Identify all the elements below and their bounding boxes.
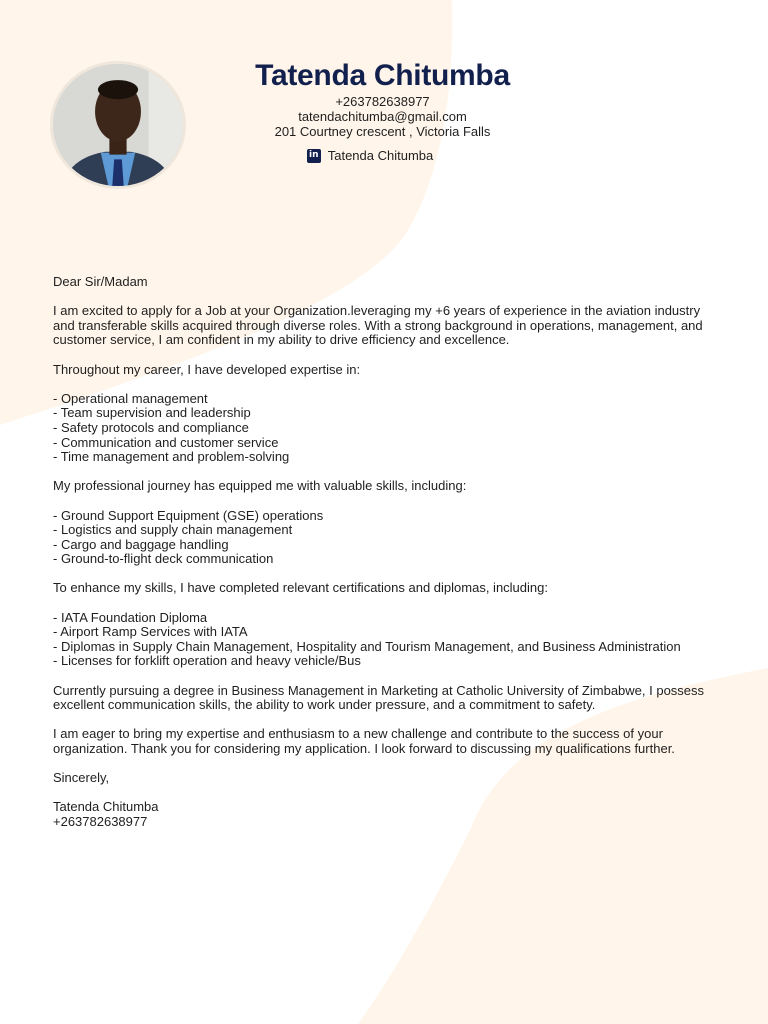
list-item: - Time management and problem-solving <box>53 449 290 465</box>
list-item: - Team supervision and leadership <box>53 405 251 421</box>
list-item: - Ground Support Equipment (GSE) operations <box>53 507 324 523</box>
signoff: Sincerely, <box>53 770 110 786</box>
email-address[interactable]: tatendachitumba@gmail.com <box>298 109 467 124</box>
closing-paragraph: I am eager to bring my expertise and enthusiasm to a new challenge and contribute to the success of your organization. Thank you for considering my application. I look forward to discussing my qualifications further. <box>53 726 675 756</box>
intro-paragraph: I am excited to apply for a Job at your Organization.leveraging my +6 years of experience in the aviation industry and transferable skills acquired through diverse roles. With a strong background in operations, management, and customer service, I am confident in my ability to drive efficiency and excellence. <box>53 303 703 348</box>
skills-list <box>53 509 723 567</box>
signature-block <box>53 800 723 829</box>
applicant-name: Tatenda Chitumba <box>255 59 510 92</box>
list-item: - Ground-to-flight deck communication <box>53 551 274 567</box>
list-item: - IATA Foundation Diploma <box>53 609 208 625</box>
certs-list <box>53 611 723 669</box>
expertise-intro: Throughout my career, I have developed expertise in: <box>53 361 361 377</box>
skills-intro: My professional journey has equipped me with valuable skills, including: <box>53 478 467 494</box>
list-item: - Communication and customer service <box>53 434 279 450</box>
salutation: Dear Sir/Madam <box>53 274 148 289</box>
list-item: - Safety protocols and compliance <box>53 419 249 435</box>
list-item: - Cargo and baggage handling <box>53 536 229 552</box>
list-item: - Licenses for forklift operation and heavy vehicle/Bus <box>53 653 361 669</box>
linkedin-icon: in <box>307 149 321 163</box>
signature-name: Tatenda Chitumba <box>53 799 159 815</box>
list-item: - Operational management <box>53 390 208 406</box>
linkedin-link[interactable] <box>200 148 565 163</box>
expertise-list <box>53 392 723 465</box>
letter-body <box>53 275 723 830</box>
profile-photo-image <box>53 64 183 186</box>
linkedin-name: Tatenda Chitumba <box>327 148 434 163</box>
list-item: - Airport Ramp Services with IATA <box>53 624 248 640</box>
certs-intro: To enhance my skills, I have completed relevant certifications and diplomas, including: <box>53 580 548 596</box>
degree-paragraph: Currently pursuing a degree in Business Management in Marketing at Catholic University of Zimbabwe, I possess excellent communication skills, the ability to work under pressure, and a commitment to safety. <box>53 682 705 713</box>
list-item: - Logistics and supply chain management <box>53 522 293 538</box>
phone-number: +263782638977 <box>335 94 430 109</box>
signature-phone: +263782638977 <box>53 813 148 829</box>
postal-address: 201 Courtney crescent , Victoria Falls <box>274 124 491 139</box>
profile-photo <box>50 61 186 189</box>
letter-header <box>200 58 565 163</box>
list-item: - Diplomas in Supply Chain Management, Hospitality and Tourism Management, and Business Administration <box>53 638 681 654</box>
